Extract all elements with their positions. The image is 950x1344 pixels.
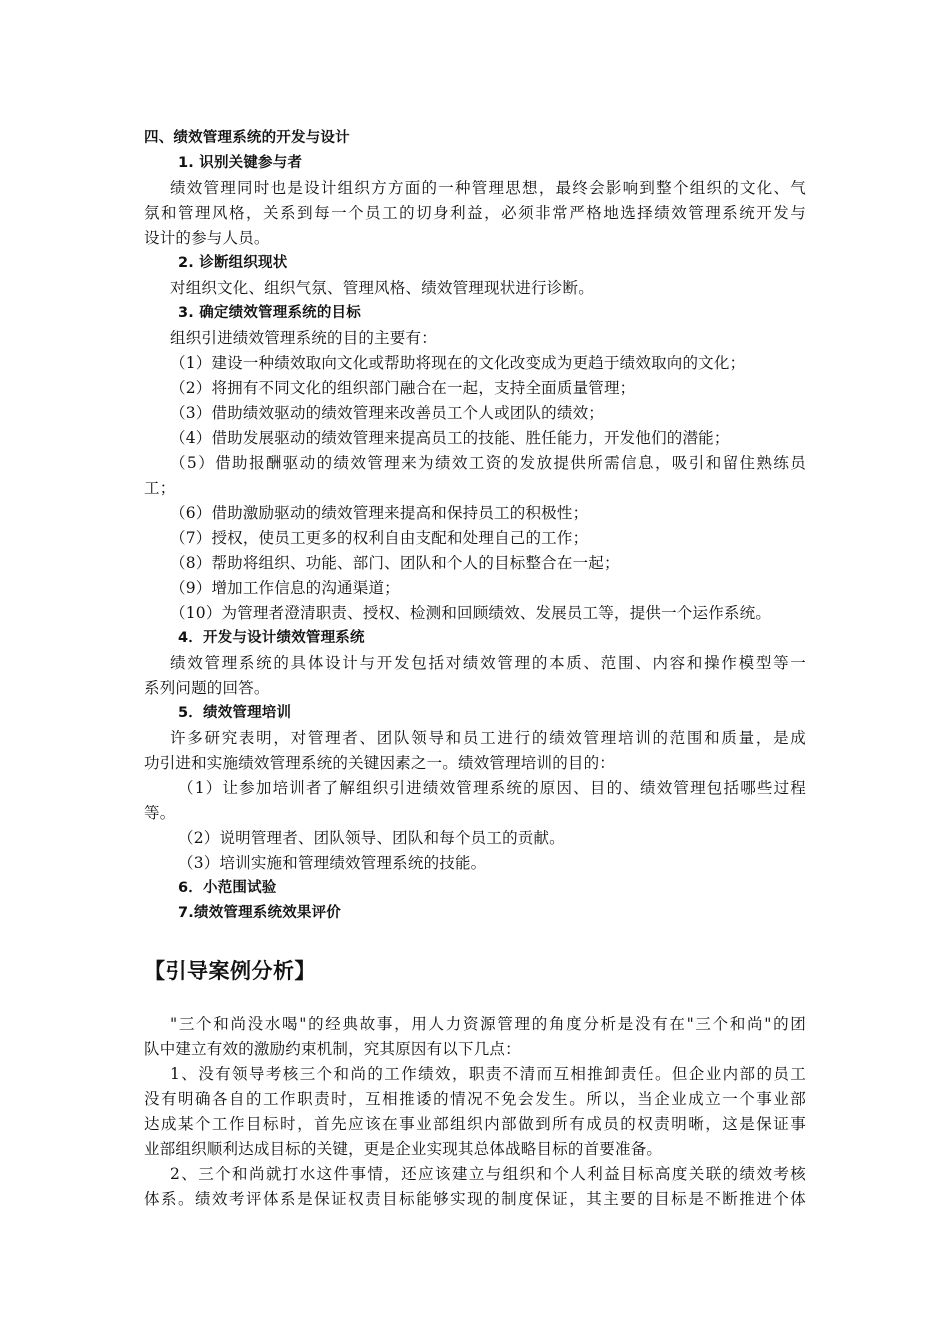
- list-item: （1）让参加培训者了解组织引进绩效管理系统的原因、目的、绩效管理包括哪些过程: [178, 779, 806, 797]
- section-heading: 四、绩效管理系统的开发与设计: [144, 130, 350, 146]
- case-analysis-heading: 【引导案例分析】: [144, 959, 316, 983]
- paragraph-line: 氛和管理风格，关系到每一个员工的切身利益，必须非常严格地选择绩效管理系统开发与: [144, 204, 806, 222]
- list-item: （4）借助发展驱动的绩效管理来提高员工的技能、胜任能力，开发他们的潜能；: [170, 429, 730, 447]
- list-item: （3）培训实施和管理绩效管理系统的技能。: [178, 854, 487, 872]
- paragraph-line: 队中建立有效的激励约束机制，究其原因有以下几点：: [144, 1040, 521, 1058]
- list-item-continued: 工；: [144, 479, 176, 497]
- list-item: （6）借助激励驱动的绩效管理来提高和保持员工的积极性；: [170, 504, 589, 522]
- paragraph-line: 没有明确各自的工作职责时，互相推诿的情况不免会发生。所以，当企业成立一个事业部: [144, 1090, 806, 1108]
- subheading-6: 6．小范围试验: [178, 880, 277, 896]
- paragraph-line: 绩效管理同时也是设计组织方方面的一种管理思想，最终会影响到整个组织的文化、气: [170, 179, 806, 197]
- subheading-7: 7.绩效管理系统效果评价: [178, 905, 341, 921]
- subheading-2: 2. 诊断组织现状: [178, 255, 288, 271]
- list-item: （7）授权，使员工更多的权利自由支配和处理自己的工作；: [170, 529, 589, 547]
- list-item: （2）说明管理者、团队领导、团队和每个员工的贡献。: [178, 829, 565, 847]
- list-item: （10）为管理者澄清职责、授权、检测和回顾绩效、发展员工等，提供一个运作系统。: [170, 604, 772, 622]
- paragraph-line: 设计的参与人员。: [144, 229, 270, 247]
- list-item: （1）建设一种绩效取向文化或帮助将现在的文化改变成为更趋于绩效取向的文化；: [170, 354, 746, 372]
- paragraph-line: 绩效管理系统的具体设计与开发包括对绩效管理的本质、范围、内容和操作模型等一: [170, 654, 806, 672]
- paragraph-line: 功引进和实施绩效管理系统的关键因素之一。绩效管理培训的目的：: [144, 754, 616, 772]
- list-item: （5）借助报酬驱动的绩效管理来为绩效工资的发放提供所需信息，吸引和留住熟练员: [170, 454, 806, 472]
- paragraph-line: 体系。绩效考评体系是保证权责目标能够实现的制度保证，其主要的目标是不断推进个体: [144, 1190, 806, 1208]
- list-item: （2）将拥有不同文化的组织部门融合在一起，支持全面质量管理；: [170, 379, 636, 397]
- paragraph-line: 组织引进绩效管理系统的目的主要有：: [170, 329, 437, 347]
- subheading-3: 3. 确定绩效管理系统的目标: [178, 305, 361, 321]
- paragraph-line: 许多研究表明，对管理者、团队领导和员工进行的绩效管理培训的范围和质量，是成: [170, 729, 806, 747]
- paragraph-line: 系列问题的回答。: [144, 679, 270, 697]
- subheading-4: 4．开发与设计绩效管理系统: [178, 630, 365, 646]
- list-item: （8）帮助将组织、功能、部门、团队和个人的目标整合在一起；: [170, 554, 620, 572]
- paragraph-line: 达成某个工作目标时，首先应该在事业部组织内部做到所有成员的权责明晰，这是保证事: [144, 1115, 806, 1133]
- paragraph-line: 业部组织顺利达成目标的关键，更是企业实现其总体战略目标的首要准备。: [144, 1140, 663, 1158]
- subheading-1: 1. 识别关键参与者: [178, 155, 303, 171]
- paragraph-line: "三个和尚没水喝"的经典故事，用人力资源管理的角度分析是没有在"三个和尚"的团: [170, 1015, 806, 1033]
- paragraph-line: 1、没有领导考核三个和尚的工作绩效，职责不清而互相推卸责任。但企业内部的员工: [170, 1065, 806, 1083]
- list-item: （9）增加工作信息的沟通渠道；: [170, 579, 400, 597]
- paragraph-line: 对组织文化、组织气氛、管理风格、绩效管理现状进行诊断。: [170, 279, 594, 297]
- subheading-5: 5．绩效管理培训: [178, 705, 292, 721]
- paragraph-line: 2、三个和尚就打水这件事情，还应该建立与组织和个人利益目标高度关联的绩效考核: [170, 1165, 806, 1183]
- list-item-continued: 等。: [144, 804, 176, 822]
- list-item: （3）借助绩效驱动的绩效管理来改善员工个人或团队的绩效；: [170, 404, 604, 422]
